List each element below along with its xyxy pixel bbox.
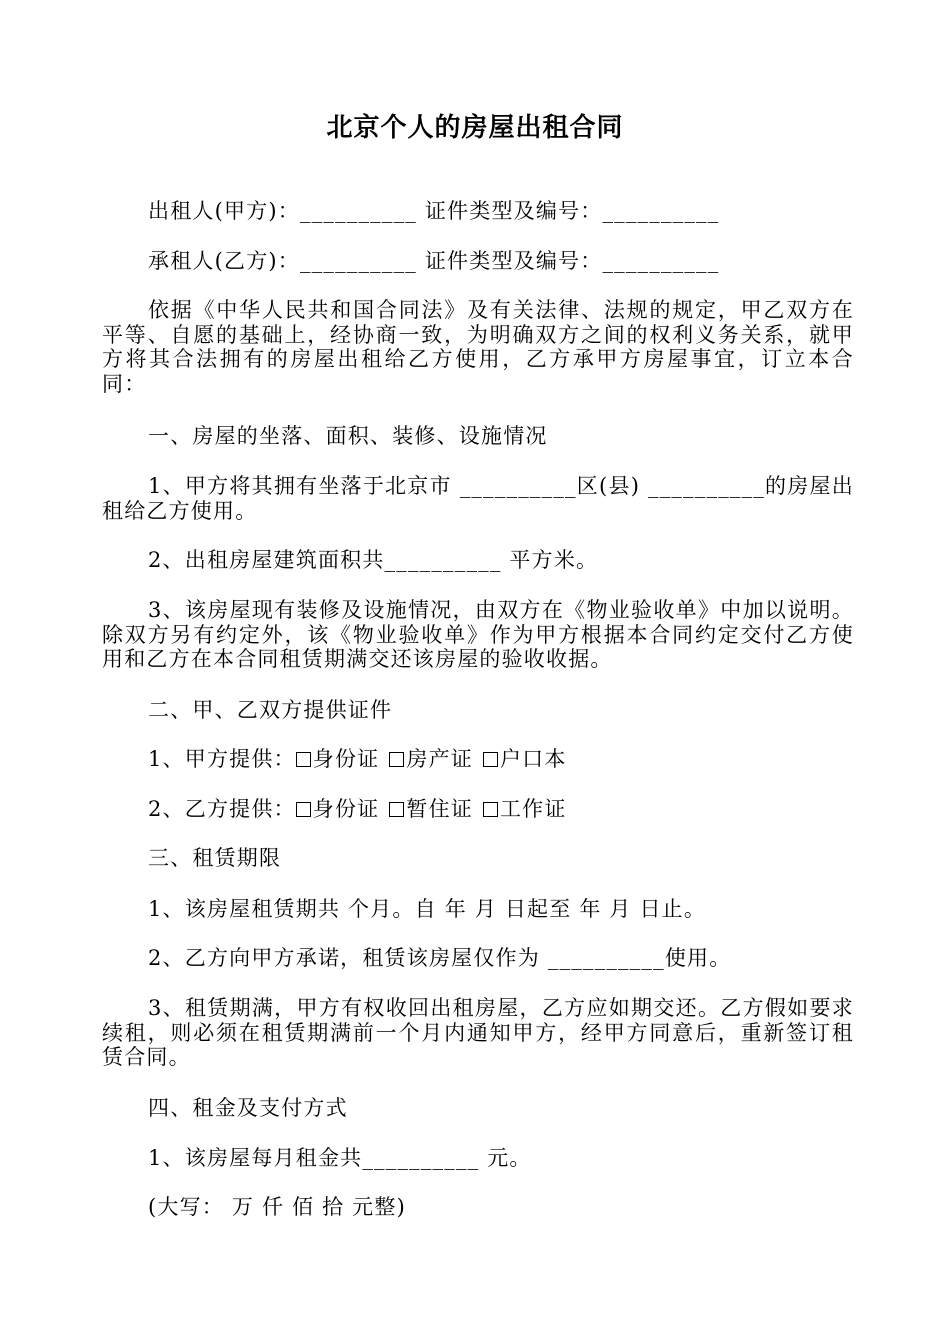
option-label: 身份证 xyxy=(312,747,380,771)
checkbox-icon[interactable] xyxy=(483,752,498,767)
preamble-paragraph: 依据《中华人民共和国合同法》及有关法律、法规的规定，甲乙双方在平等、自愿的基础上，经协商一致，为明确双方之间的权利义务关系，就甲方将其合法拥有的房屋出租给乙方使用，乙方承甲方房屋事宜，订立本合同： xyxy=(102,298,854,396)
section-1-heading: 一、房屋的坐落、面积、装修、设施情况 xyxy=(148,424,548,448)
checkbox-icon[interactable] xyxy=(296,752,311,767)
section-1-item-1: 1、甲方将其拥有坐落于北京市 __________区(县) __________的房屋出租给乙方使用。 xyxy=(102,474,854,523)
section-2-item-2-label: 2、乙方提供： xyxy=(148,797,296,821)
lessee-line: 承租人(乙方)：__________ 证件类型及编号：__________ xyxy=(148,249,720,273)
section-2-item-2 xyxy=(102,797,854,822)
checkbox-icon[interactable] xyxy=(296,802,311,817)
option-label: 房产证 xyxy=(406,747,473,771)
rent-capital-amount: (大写： 万 仟 佰 拾 元整) xyxy=(148,1195,406,1219)
section-2-item-1-label: 1、甲方提供： xyxy=(148,747,296,771)
section-3-item-1: 1、该房屋租赁期共 个月。自 年 月 日起至 年 月 日止。 xyxy=(148,897,707,921)
section-1-item-2: 2、出租房屋建筑面积共__________ 平方米。 xyxy=(148,548,599,572)
option-label: 身份证 xyxy=(312,797,380,821)
section-4-item-1: 1、该房屋每月租金共__________ 元。 xyxy=(148,1146,532,1170)
option-label: 暂住证 xyxy=(406,797,473,821)
section-2-item-1 xyxy=(102,747,854,772)
section-4-heading: 四、租金及支付方式 xyxy=(148,1096,348,1120)
option-label: 户口本 xyxy=(499,747,567,771)
section-2-heading: 二、甲、乙双方提供证件 xyxy=(148,698,393,722)
checkbox-icon[interactable] xyxy=(389,802,404,817)
checkbox-icon[interactable] xyxy=(389,752,404,767)
section-3-heading: 三、租赁期限 xyxy=(148,846,282,870)
lessor-line: 出租人(甲方)：__________ 证件类型及编号：__________ xyxy=(148,199,720,223)
option-label: 工作证 xyxy=(499,797,567,821)
section-1-item-3: 3、该房屋现有装修及设施情况，由双方在《物业验收单》中加以说明。除双方另有约定外，该《物业验收单》作为甲方根据本合同约定交付乙方使用和乙方在本合同租赁期满交还该房屋的验收收据。 xyxy=(102,598,854,671)
checkbox-icon[interactable] xyxy=(483,802,498,817)
document-title: 北京个人的房屋出租合同 xyxy=(326,113,624,143)
section-3-item-3: 3、租赁期满，甲方有权收回出租房屋，乙方应如期交还。乙方假如要求续租，则必须在租赁期满前一个月内通知甲方，经甲方同意后，重新签订租赁合同。 xyxy=(102,996,854,1069)
section-3-item-2: 2、乙方向甲方承诺，租赁该房屋仅作为 __________使用。 xyxy=(148,946,732,970)
